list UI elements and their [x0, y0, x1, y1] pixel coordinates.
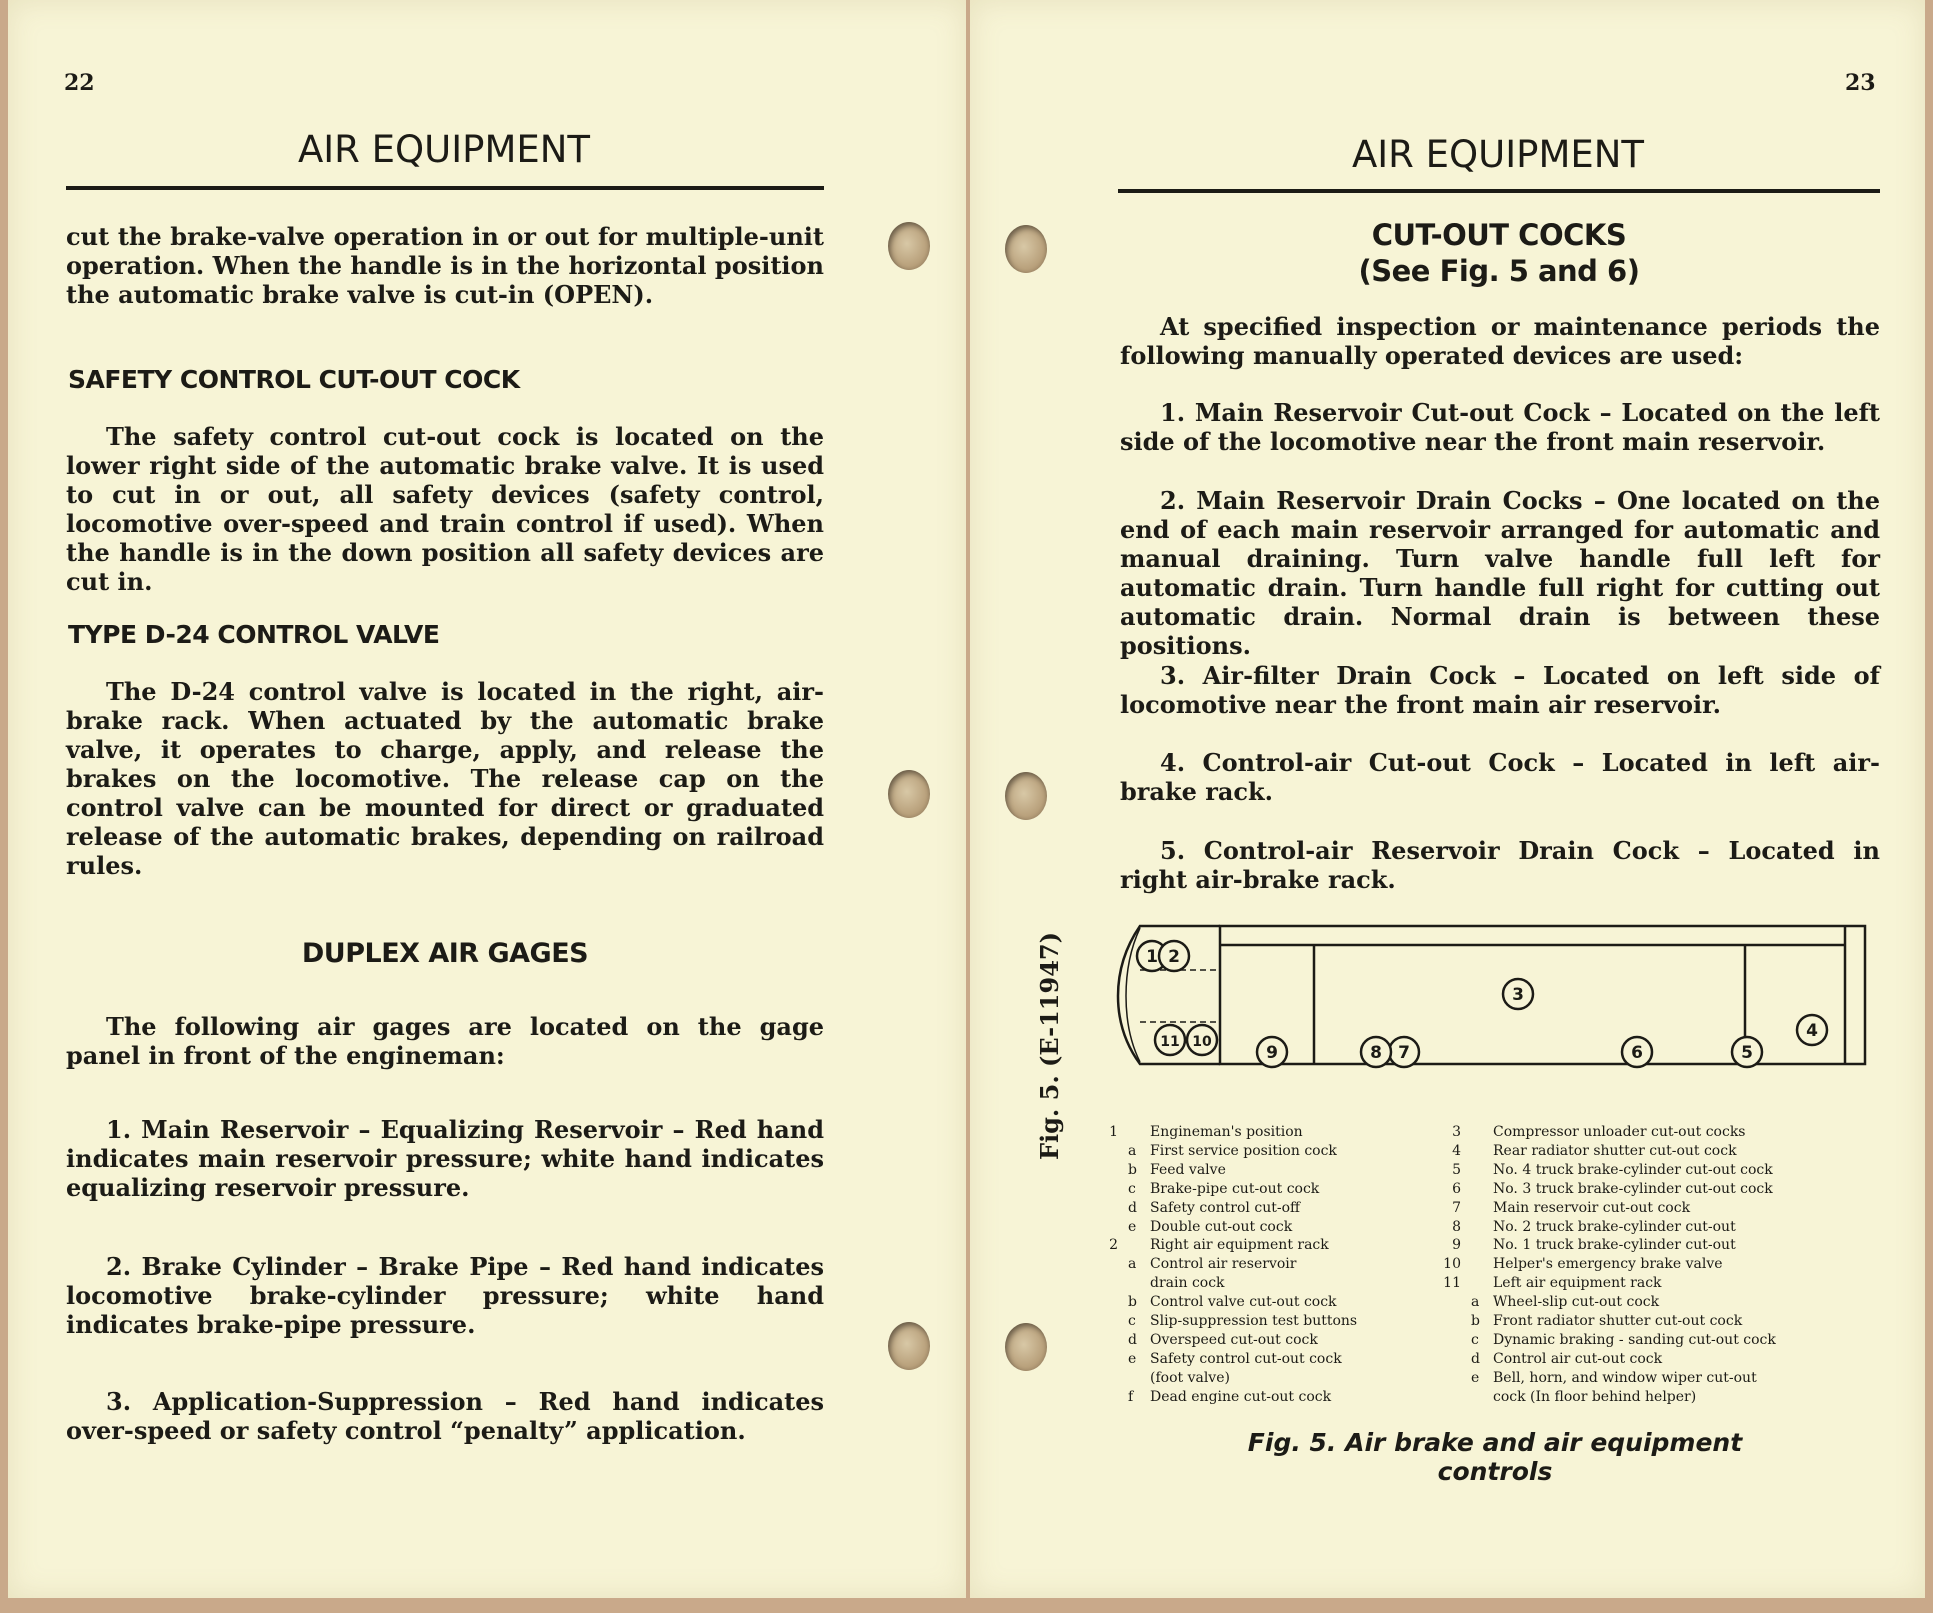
- legend-text: Safety control cut-out cock: [1150, 1350, 1342, 1367]
- legend-text: (foot valve): [1150, 1369, 1230, 1386]
- gage-item: 1. Main Reservoir – Equalizing Reservoir – Red hand indicates main reservoir pressure; white hand indicates equalizing reservoir pressure.: [66, 1115, 824, 1202]
- legend-entry: [1433, 1124, 1746, 1141]
- legend-entry: [1090, 1313, 1357, 1330]
- legend-number: 4: [1452, 1142, 1461, 1159]
- binder-hole: [1005, 772, 1047, 820]
- section-subtitle: (See Fig. 5 and 6): [1358, 254, 1640, 288]
- legend-sub-letter: a: [1128, 1142, 1137, 1159]
- binder-hole: [888, 1322, 930, 1370]
- legend-entry: [1433, 1200, 1690, 1217]
- legend-entry: [1090, 1389, 1331, 1406]
- callout-label: 6: [1631, 1043, 1643, 1063]
- legend-text: Rear radiator shutter cut-out cock: [1493, 1142, 1737, 1159]
- legend-number: 7: [1452, 1199, 1461, 1216]
- figure-caption: Fig. 5. Air brake and air equipment controls: [1247, 1428, 1743, 1486]
- callout-label: 5: [1741, 1043, 1753, 1063]
- section-intro: At specified inspection or maintenance periods the following manually operated devices are used:: [1120, 312, 1880, 370]
- legend-text: Double cut-out cock: [1150, 1218, 1293, 1235]
- legend-entry: [1433, 1143, 1737, 1160]
- binder-hole: [888, 770, 930, 818]
- legend-text: Feed valve: [1150, 1161, 1226, 1178]
- legend-text: Brake-pipe cut-out cock: [1150, 1180, 1320, 1197]
- legend-entry: [1433, 1351, 1662, 1368]
- legend-text: Control air cut-out cock: [1493, 1350, 1663, 1367]
- legend-number: 8: [1452, 1218, 1461, 1235]
- legend-number: 9: [1452, 1237, 1461, 1254]
- legend-entry: [1090, 1162, 1226, 1179]
- callout-11: [1155, 1025, 1185, 1055]
- legend-sub-letter: c: [1128, 1313, 1136, 1329]
- legend-entry: [1090, 1294, 1337, 1311]
- legend-entry: [1090, 1332, 1318, 1349]
- legend-entry: [1433, 1219, 1736, 1236]
- legend-text: Safety control cut-off: [1150, 1199, 1300, 1216]
- binder-hole: [1005, 225, 1047, 273]
- legend-sub-letter: b: [1471, 1313, 1480, 1329]
- legend-text: Dynamic braking - sanding cut-out cock: [1493, 1331, 1776, 1348]
- legend-text: Helper's emergency brake valve: [1493, 1256, 1723, 1273]
- cutout-item: 1. Main Reservoir Cut-out Cock – Located on the left side of the locomotive near the front main reservoir.: [1120, 398, 1880, 456]
- cutout-item: 2. Main Reservoir Drain Cocks – One located on the end of each main reservoir arranged for automatic and manual draining. Turn valve handle full left for automatic drain. Turn handle full right for cutting out automatic drain. Normal drain is between these positions.: [1120, 486, 1880, 660]
- legend-number: 6: [1452, 1180, 1461, 1197]
- cutout-item: 4. Control-air Cut-out Cock – Located in left air-brake rack.: [1120, 748, 1880, 806]
- section-heading: SAFETY CONTROL CUT-OUT COCK: [68, 365, 520, 394]
- legend-number: 1: [1109, 1124, 1118, 1140]
- intro-paragraph: cut the brake-valve operation in or out for multiple-unit operation. When the handle is in the horizontal position the automatic brake valve is cut-in (OPEN).: [66, 222, 824, 309]
- callout-9: [1257, 1037, 1287, 1067]
- callout-label: 1: [1146, 947, 1158, 967]
- legend-text: Bell, horn, and window wiper cut-out: [1493, 1369, 1757, 1386]
- legend-text: cock (In floor behind helper): [1493, 1388, 1697, 1405]
- callout-7: [1389, 1037, 1419, 1067]
- callout-6: [1622, 1037, 1652, 1067]
- legend-text: Main reservoir cut-out cock: [1493, 1199, 1691, 1216]
- legend-text: No. 1 truck brake-cylinder cut-out: [1493, 1237, 1736, 1254]
- section-title: CUT-OUT COCKS: [1371, 218, 1627, 252]
- page-header: AIR EQUIPMENT: [297, 128, 591, 171]
- callout-label: 8: [1370, 1043, 1382, 1063]
- callout-label: 4: [1806, 1021, 1818, 1041]
- section-text: The safety control cut-out cock is located on the lower right side of the automatic brake valve. It is used to cut in or out, all safety devices (safety control, locomotive over-speed and train control if used). When the handle is in the down position all safety devices are cut in.: [66, 422, 824, 596]
- page-number: 22: [64, 70, 95, 96]
- legend-entry: [1433, 1181, 1773, 1198]
- legend-sub-letter: e: [1128, 1218, 1137, 1235]
- cutout-item: 3. Air-filter Drain Cock – Located on left side of locomotive near the front main air reservoir.: [1120, 661, 1880, 719]
- legend-entry: [1090, 1200, 1300, 1217]
- legend-text: drain cock: [1150, 1275, 1225, 1292]
- legend-number: 10: [1443, 1256, 1461, 1273]
- legend-text: Right air equipment rack: [1150, 1237, 1329, 1254]
- callout-label: 2: [1168, 947, 1180, 967]
- legend-entry: [1090, 1275, 1225, 1292]
- binder-hole: [1005, 1323, 1047, 1371]
- legend-entry: [1090, 1124, 1303, 1141]
- legend-sub-letter: c: [1128, 1180, 1136, 1197]
- legend-number: 5: [1452, 1161, 1461, 1178]
- locomotive-diagram: [1110, 918, 1870, 1078]
- legend-text: No. 3 truck brake-cylinder cut-out cock: [1493, 1180, 1773, 1197]
- gage-item: 3. Application-Suppression – Red hand indicates over-speed or safety control “penalty” application.: [66, 1387, 824, 1445]
- callout-3: [1503, 979, 1533, 1009]
- duplex-heading: DUPLEX AIR GAGES: [301, 938, 589, 969]
- legend-sub-letter: b: [1128, 1161, 1137, 1178]
- legend-entry: [1433, 1389, 1696, 1406]
- legend-text: Front radiator shutter cut-out cock: [1493, 1313, 1743, 1329]
- legend-sub-letter: d: [1471, 1350, 1480, 1367]
- duplex-intro: The following air gages are located on the gage panel in front of the engineman:: [66, 1012, 824, 1070]
- callout-label: 9: [1266, 1043, 1278, 1063]
- callout-label: 7: [1398, 1043, 1410, 1063]
- legend-text: Control valve cut-out cock: [1150, 1294, 1337, 1311]
- legend-entry: [1090, 1370, 1230, 1387]
- legend-text: No. 4 truck brake-cylinder cut-out cock: [1493, 1161, 1773, 1178]
- cutout-item: 5. Control-air Reservoir Drain Cock – Located in right air-brake rack.: [1120, 836, 1880, 894]
- legend-text: Overspeed cut-out cock: [1150, 1331, 1318, 1348]
- legend-entry: [1433, 1275, 1662, 1292]
- page-number: 23: [1845, 70, 1876, 96]
- callout-10: [1187, 1025, 1217, 1055]
- section-text: The D-24 control valve is located in the right, air-brake rack. When actuated by the automatic brake valve, it operates to charge, apply, and release the brakes on the locomotive. The release cap on the control valve can be mounted for direct or graduated release of the automatic brakes, depending on railroad rules.: [66, 677, 824, 880]
- legend-sub-letter: f: [1128, 1388, 1134, 1405]
- legend-entry: [1090, 1237, 1329, 1254]
- legend-entry: [1433, 1162, 1773, 1179]
- legend-entry: [1433, 1370, 1757, 1387]
- page-header: AIR EQUIPMENT: [1351, 133, 1645, 176]
- legend-text: First service position cock: [1150, 1142, 1337, 1159]
- callout-4: [1797, 1015, 1827, 1045]
- legend-sub-letter: d: [1128, 1199, 1137, 1216]
- left-page: [8, 0, 966, 1598]
- legend-sub-letter: c: [1471, 1331, 1479, 1348]
- legend-text: Left air equipment rack: [1493, 1275, 1662, 1292]
- legend-entry: [1433, 1313, 1742, 1330]
- legend-text: Control air reservoir: [1150, 1256, 1297, 1273]
- callout-label: 11: [1160, 1034, 1180, 1050]
- callout-8: [1361, 1037, 1391, 1067]
- legend-sub-letter: a: [1471, 1294, 1480, 1311]
- legend-entry: [1433, 1294, 1659, 1311]
- legend-sub-letter: d: [1128, 1331, 1137, 1348]
- legend-entry: [1433, 1237, 1736, 1254]
- binder-hole: [888, 222, 930, 270]
- legend-sub-letter: e: [1471, 1369, 1480, 1386]
- legend-text: Slip-suppression test buttons: [1150, 1313, 1358, 1329]
- legend-entry: [1433, 1332, 1776, 1349]
- figure-side-label: Fig. 5. (E-11947): [1035, 932, 1064, 1160]
- callout-label: 3: [1512, 985, 1524, 1005]
- legend-number: 3: [1452, 1124, 1461, 1140]
- legend-number: 11: [1443, 1275, 1461, 1292]
- legend-text: No. 2 truck brake-cylinder cut-out: [1493, 1218, 1736, 1235]
- legend-text: Dead engine cut-out cock: [1150, 1388, 1332, 1405]
- header-rule: [66, 186, 824, 190]
- legend-number: 2: [1109, 1237, 1118, 1254]
- legend-text: Wheel-slip cut-out cock: [1493, 1294, 1660, 1311]
- legend-entry: [1090, 1181, 1319, 1198]
- gage-item: 2. Brake Cylinder – Brake Pipe – Red hand indicates locomotive brake-cylinder pressure; white hand indicates brake-pipe pressure.: [66, 1252, 824, 1339]
- legend-text: Compressor unloader cut-out cocks: [1493, 1124, 1746, 1140]
- callout-2: [1159, 941, 1189, 971]
- legend-entry: [1090, 1256, 1296, 1273]
- legend-entry: [1090, 1143, 1337, 1160]
- callout-5: [1732, 1037, 1762, 1067]
- legend-entry: [1433, 1256, 1723, 1273]
- legend-sub-letter: e: [1128, 1350, 1137, 1367]
- header-rule: [1118, 189, 1880, 193]
- legend-sub-letter: b: [1128, 1294, 1137, 1311]
- legend-entry: [1090, 1219, 1292, 1236]
- legend-text: Engineman's position: [1150, 1124, 1303, 1140]
- callout-label: 10: [1192, 1034, 1212, 1050]
- section-heading: TYPE D-24 CONTROL VALVE: [68, 620, 440, 649]
- legend-sub-letter: a: [1128, 1256, 1137, 1273]
- legend-entry: [1090, 1351, 1342, 1368]
